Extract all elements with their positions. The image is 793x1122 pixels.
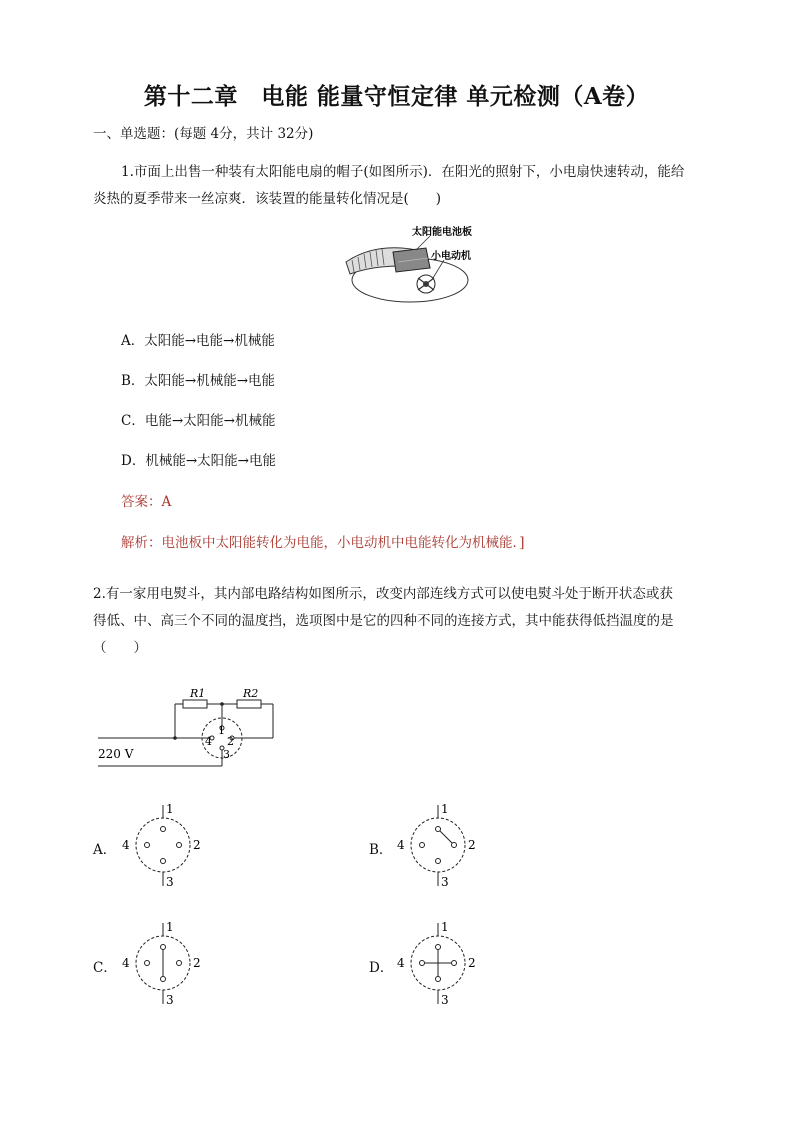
q1-explanation: 解析：电池板中太阳能转化为电能，小电动机中电能转化为机械能．] [121,535,525,551]
term-2: 2 [468,956,476,970]
label-small-motor: 小电动机 [431,251,471,262]
term-3: 3 [441,993,449,1007]
term-3: 3 [441,875,449,889]
term-3: 3 [166,875,174,889]
q1-stem-line1: 1.市面上出售一种装有太阳能电扇的帽子(如图所示)．在阳光的照射下，小电扇快速转动，能给 [121,164,685,180]
term-4: 4 [122,838,130,852]
q1-option-d: D．机械能→太阳能→电能 [121,453,276,469]
iron-circuit-diagram [93,684,283,774]
q2-option-b-diagram [393,800,483,890]
label-r2: R2 [243,687,259,700]
label-terminal-2: 2 [227,735,234,748]
q2-option-a-label: A． [93,842,117,858]
term-2: 2 [193,956,201,970]
term-1: 1 [441,802,449,816]
q2-option-a-diagram [118,800,208,890]
q2-stem-line1: 2.有一家用电熨斗，其内部电路结构如图所示，改变内部连线方式可以使电熨斗处于断开状态或获 [93,586,673,602]
q2-option-d-label: D． [369,960,394,976]
page-title: 第十二章 电能 能量守恒定律 单元检测（A卷） [143,83,650,110]
term-2: 2 [468,838,476,852]
q1-option-a: A．太阳能→电能→机械能 [121,333,275,349]
term-4: 4 [122,956,130,970]
q1-option-b: B．太阳能→机械能→电能 [121,373,276,389]
label-voltage: 220 V [98,747,134,761]
solar-hat-figure [338,222,483,314]
label-terminal-4: 4 [205,735,212,748]
q1-answer: 答案：A [121,494,172,510]
term-1: 1 [166,802,174,816]
label-solar-panel: 太阳能电池板 [412,227,472,238]
q2-option-d-diagram [393,918,483,1008]
q2-stem-line2: 得低、中、高三个不同的温度挡，选项图中是它的四种不同的连接方式，其中能获得低挡温度的是 [93,613,674,629]
section-heading: 一、单选题：(每题 4分，共计 32分) [93,126,314,142]
q2-option-c-label: C． [93,960,117,976]
label-terminal-3: 3 [223,748,230,761]
term-1: 1 [441,920,449,934]
q2-option-c-diagram [118,918,208,1008]
q2-option-b-label: B． [369,842,393,858]
term-4: 4 [397,838,405,852]
term-2: 2 [193,838,201,852]
label-terminal-1: 1 [218,724,225,737]
q1-stem-line2: 炎热的夏季带来一丝凉爽．该装置的能量转化情况是( ) [93,191,442,207]
q1-option-c: C．电能→太阳能→机械能 [121,413,276,429]
term-4: 4 [397,956,405,970]
term-1: 1 [166,920,174,934]
term-3: 3 [166,993,174,1007]
q2-stem-line3: （ ） [93,640,147,656]
label-r1: R1 [190,687,206,700]
